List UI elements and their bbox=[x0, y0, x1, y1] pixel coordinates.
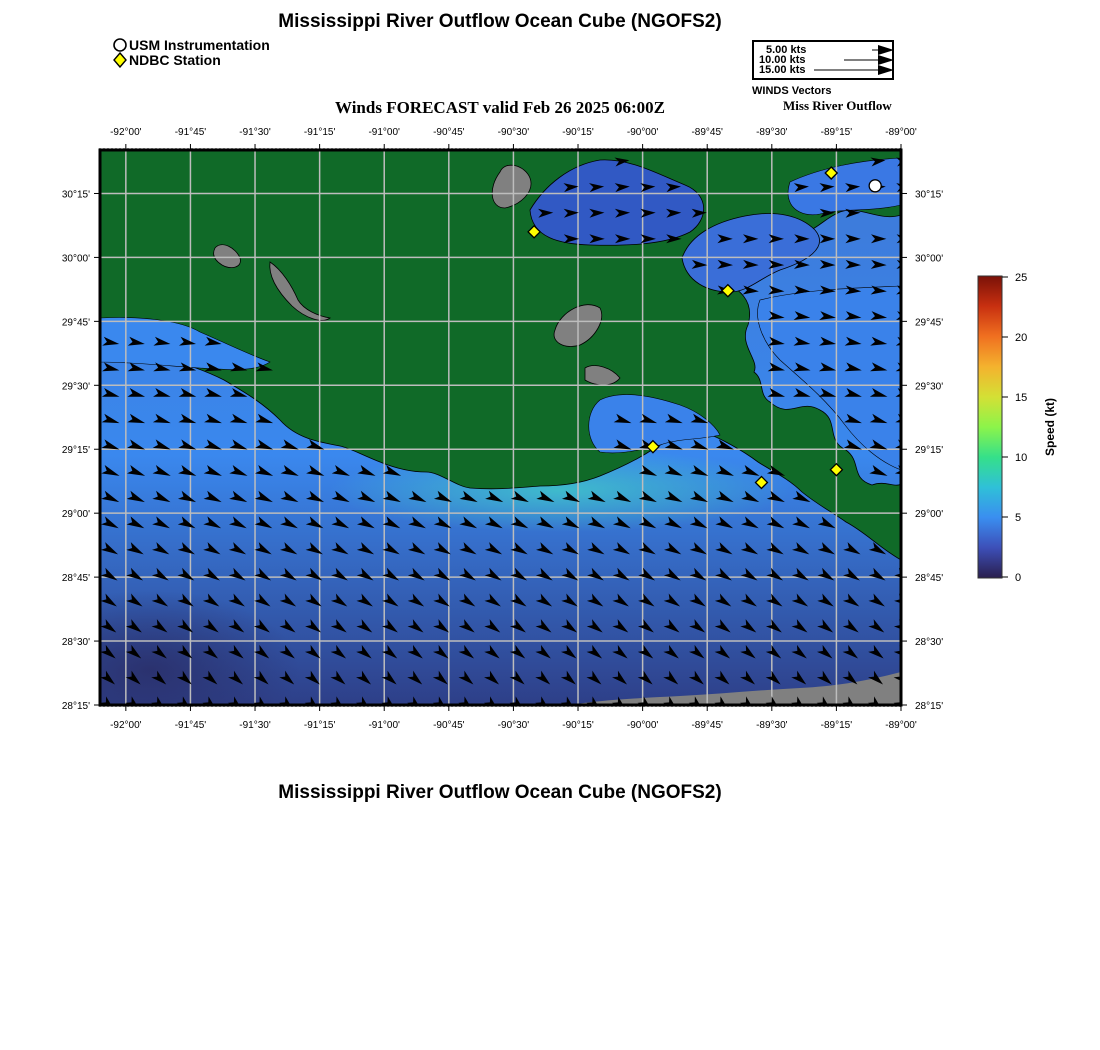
usm-station-marker bbox=[869, 180, 881, 192]
lat-tick-label: 28°45' bbox=[915, 573, 944, 585]
colorbar-tick-label: 15 bbox=[1015, 392, 1028, 404]
figure-title: Mississippi River Outflow Ocean Cube (NGOFS2) bbox=[278, 11, 722, 32]
lon-tick-label: -91°45' bbox=[174, 127, 207, 138]
region-label: Miss River Outflow bbox=[783, 98, 892, 113]
lon-tick-label: -92°00' bbox=[110, 127, 142, 138]
legend-ndbc-label: NDBC Station bbox=[129, 52, 221, 68]
lon-tick-label: -90°45' bbox=[433, 127, 465, 138]
lat-tick-label: 28°15' bbox=[61, 701, 90, 712]
lon-tick-label: -90°00' bbox=[626, 720, 659, 731]
colorbar-label: Speed (kt) bbox=[1043, 397, 1057, 457]
colorbar-tick-label: 5 bbox=[1015, 512, 1022, 524]
lon-tick-label: -89°00' bbox=[885, 127, 917, 138]
vector-key-title: WINDS Vectors bbox=[752, 85, 832, 97]
colorbar bbox=[978, 272, 1057, 584]
lon-tick-label: -92°00' bbox=[110, 720, 142, 731]
lon-tick-label: -89°30' bbox=[756, 127, 788, 138]
vector-key-label: 5.00 kts bbox=[766, 44, 807, 56]
lon-tick-label: -91°15' bbox=[303, 720, 336, 731]
lon-tick-label: -90°30' bbox=[497, 127, 530, 138]
vector-key-label: 15.00 kts bbox=[759, 64, 806, 76]
vector-key-label: 10.00 kts bbox=[759, 54, 806, 66]
colorbar-ticks bbox=[1002, 272, 1027, 584]
lon-tick-label: -89°00' bbox=[885, 720, 917, 731]
legend-usm-label: USM Instrumentation bbox=[129, 37, 270, 53]
lon-tick-label: -91°15' bbox=[303, 127, 336, 138]
lon-tick-label: -90°15' bbox=[562, 720, 594, 731]
lat-tick-label: 30°00' bbox=[61, 253, 90, 265]
lon-tick-label: -89°15' bbox=[820, 127, 853, 138]
lat-tick-label: 28°30' bbox=[915, 637, 944, 649]
second-figure-title: Mississippi River Outflow Ocean Cube (NGOFS2) bbox=[278, 782, 722, 803]
lat-tick-label: 28°45' bbox=[61, 573, 90, 585]
lat-tick-label: 29°15' bbox=[61, 445, 90, 457]
lat-tick-label: 29°30' bbox=[61, 381, 90, 393]
lon-tick-label: -90°30' bbox=[497, 720, 530, 731]
lon-tick-label: -89°45' bbox=[691, 127, 723, 138]
lon-tick-label: -91°30' bbox=[239, 720, 271, 731]
colorbar-tick-label: 0 bbox=[1015, 572, 1022, 584]
map-subtitle: Winds FORECAST valid Feb 26 2025 06:00Z bbox=[335, 98, 665, 117]
lat-tick-label: 30°15' bbox=[915, 189, 944, 201]
lon-tick-label: -91°00' bbox=[368, 720, 400, 731]
colorbar-tick-label: 20 bbox=[1015, 332, 1028, 344]
lat-tick-label: 29°00' bbox=[61, 509, 90, 521]
colorbar-tick-label: 25 bbox=[1015, 272, 1028, 284]
lat-tick-label: 30°00' bbox=[915, 253, 944, 265]
lat-tick-label: 28°15' bbox=[915, 701, 944, 712]
lon-tick-label: -90°15' bbox=[562, 127, 594, 138]
lat-tick-label: 29°45' bbox=[915, 317, 944, 329]
lat-tick-label: 28°30' bbox=[61, 637, 90, 649]
lon-tick-label: -91°45' bbox=[174, 720, 207, 731]
lat-tick-label: 29°45' bbox=[61, 317, 90, 329]
lon-tick-label: -90°00' bbox=[626, 127, 659, 138]
lon-tick-label: -89°30' bbox=[756, 720, 788, 731]
lat-tick-label: 29°15' bbox=[915, 445, 944, 457]
lat-tick-label: 29°30' bbox=[915, 381, 944, 393]
colorbar-gradient bbox=[978, 276, 1002, 578]
map-plot-area bbox=[0, 150, 915, 750]
lon-tick-label: -91°00' bbox=[368, 127, 400, 138]
lon-tick-label: -89°45' bbox=[691, 720, 723, 731]
lat-tick-label: 29°00' bbox=[915, 509, 944, 521]
lon-tick-label: -91°30' bbox=[239, 127, 271, 138]
lon-tick-label: -89°15' bbox=[820, 720, 853, 731]
colorbar-tick-label: 10 bbox=[1015, 452, 1028, 464]
lat-tick-label: 30°15' bbox=[61, 189, 90, 201]
lon-tick-label: -90°45' bbox=[433, 720, 465, 731]
